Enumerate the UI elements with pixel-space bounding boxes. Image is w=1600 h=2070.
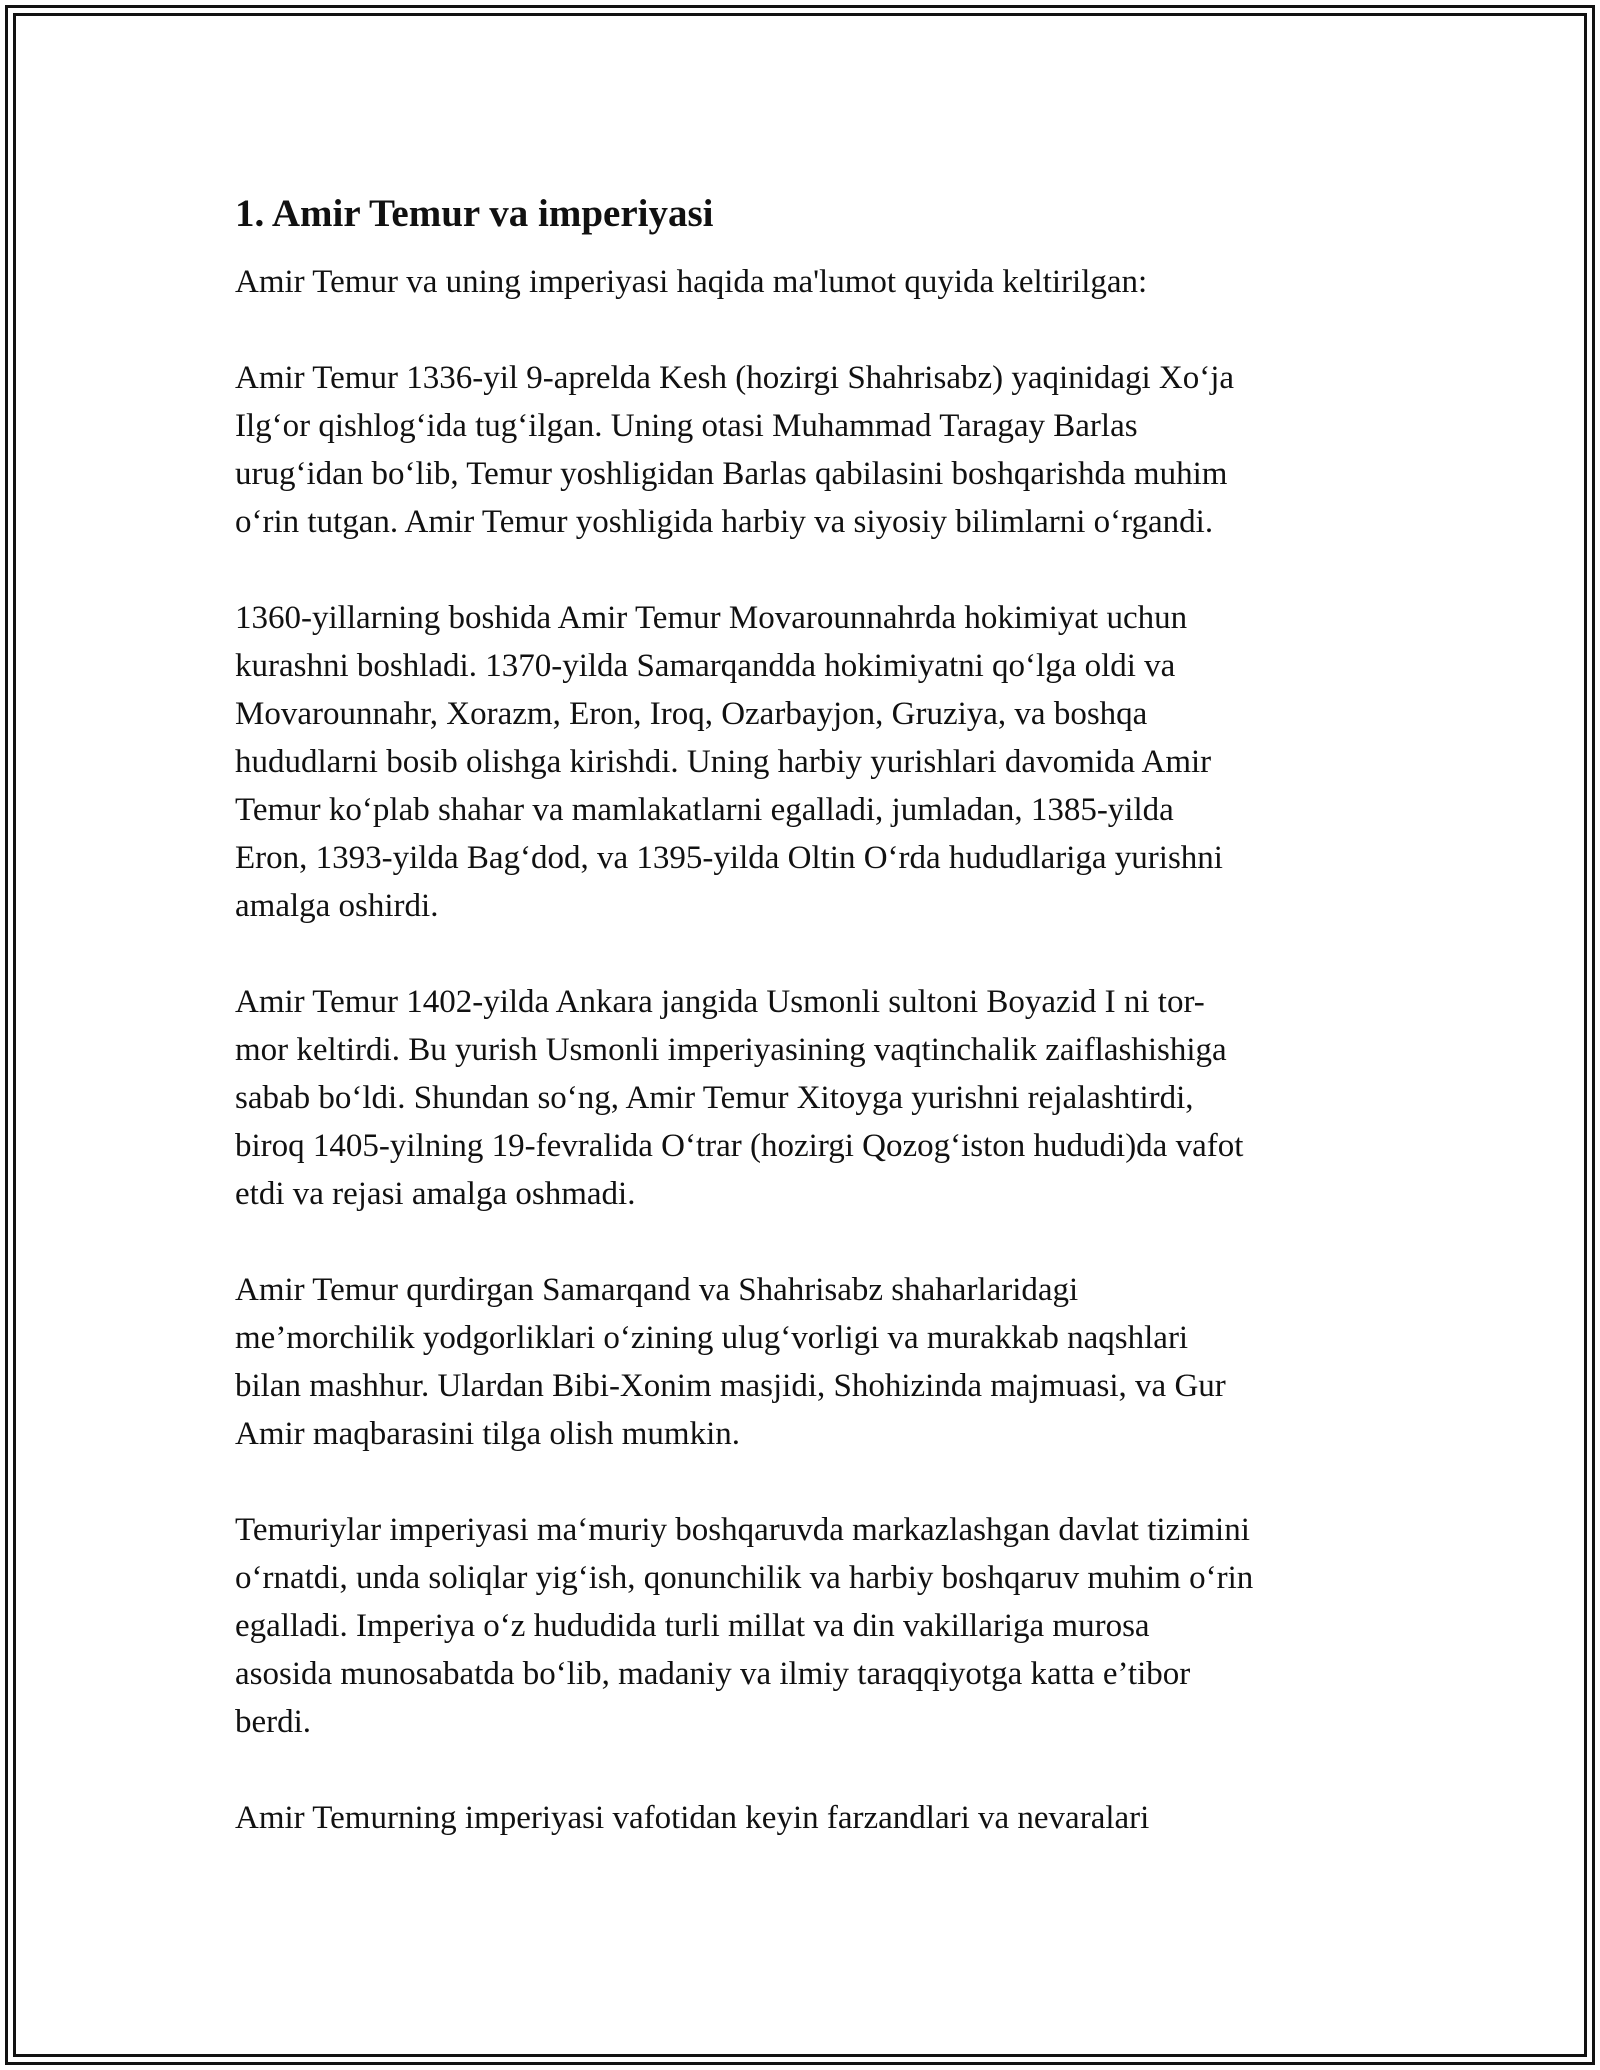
text-line: biroq 1405-yilning 19-fevralida O‘trar (hozirgi Qozog‘iston hududi)da vafot bbox=[235, 1128, 1244, 1164]
text-line: Amir Temur qurdirgan Samarqand va Shahrisabz shaharlaridagi bbox=[235, 1272, 1079, 1308]
text-line: Temuriylar imperiyasi ma‘muriy boshqaruvda markazlashgan davlat tizimini bbox=[235, 1512, 1250, 1548]
text-line: sabab bo‘ldi. Shundan so‘ng, Amir Temur Xitoyga yurishni rejalashtirdi, bbox=[235, 1080, 1194, 1116]
paragraph-ankara bbox=[235, 978, 1375, 1218]
text-line: Amir Temur 1402-yilda Ankara jangida Usmonli sultoni Boyazid I ni tor- bbox=[235, 984, 1205, 1020]
text-line: berdi. bbox=[235, 1704, 312, 1740]
text-line: asosida munosabatda bo‘lib, madaniy va ilmiy taraqqiyotga katta e’tibor bbox=[235, 1656, 1191, 1692]
intro-paragraph: Amir Temur va uning imperiyasi haqida ma'lumot quyida keltirilgan: bbox=[235, 264, 1148, 300]
paragraph-list bbox=[235, 354, 1375, 1842]
text-line: Amir Temurning imperiyasi vafotidan keyin farzandlari va nevaralari bbox=[235, 1800, 1150, 1836]
paragraph-succession bbox=[235, 1794, 1375, 1842]
text-line: 1360-yillarning boshida Amir Temur Movarounnahrda hokimiyat uchun bbox=[235, 600, 1188, 636]
paragraph-birth bbox=[235, 354, 1375, 546]
text-line: me’morchilik yodgorliklari o‘zining ulug‘vorligi va murakkab naqshlari bbox=[235, 1320, 1189, 1356]
document-title: 1. Amir Temur va imperiyasi bbox=[235, 192, 714, 235]
paragraph-administration bbox=[235, 1506, 1375, 1746]
text-line: kurashni boshladi. 1370-yilda Samarqandda hokimiyatni qo‘lga oldi va bbox=[235, 648, 1176, 684]
text-line: Temur ko‘plab shahar va mamlakatlarni egalladi, jumladan, 1385-yilda bbox=[235, 792, 1174, 828]
text-line: o‘rin tutgan. Amir Temur yoshligida harbiy va siyosiy bilimlarni o‘rgandi. bbox=[235, 504, 1214, 540]
document-body bbox=[235, 190, 1375, 1890]
text-line: amalga oshirdi. bbox=[235, 888, 439, 924]
text-line: etdi va rejasi amalga oshmadi. bbox=[235, 1176, 636, 1212]
text-line: mor keltirdi. Bu yurish Usmonli imperiyasining vaqtinchalik zaiflashishiga bbox=[235, 1032, 1227, 1068]
text-line: Ilg‘or qishlog‘ida tug‘ilgan. Uning otasi Muhammad Taragay Barlas bbox=[235, 408, 1138, 444]
text-line: hududlarni bosib olishga kirishdi. Uning harbiy yurishlari davomida Amir bbox=[235, 744, 1212, 780]
text-line: Amir Temur 1336-yil 9-aprelda Kesh (hozirgi Shahrisabz) yaqinidagi Xo‘ja bbox=[235, 360, 1235, 396]
text-line: bilan mashhur. Ulardan Bibi-Xonim masjidi, Shohizinda majmuasi, va Gur bbox=[235, 1368, 1226, 1404]
text-line: egalladi. Imperiya o‘z hududida turli millat va din vakillariga murosa bbox=[235, 1608, 1150, 1644]
text-line: Amir maqbarasini tilga olish mumkin. bbox=[235, 1416, 741, 1452]
text-line: Eron, 1393-yilda Bag‘dod, va 1395-yilda Oltin O‘rda hududlariga yurishni bbox=[235, 840, 1223, 876]
paragraph-architecture bbox=[235, 1266, 1375, 1458]
text-line: urug‘idan bo‘lib, Temur yoshligidan Barlas qabilasini boshqarishda muhim bbox=[235, 456, 1228, 492]
paragraph-conquests bbox=[235, 594, 1375, 930]
text-line: Movarounnahr, Xorazm, Eron, Iroq, Ozarbayjon, Gruziya, va boshqa bbox=[235, 696, 1148, 732]
text-line: o‘rnatdi, unda soliqlar yig‘ish, qonunchilik va harbiy boshqaruv muhim o‘rin bbox=[235, 1560, 1254, 1596]
